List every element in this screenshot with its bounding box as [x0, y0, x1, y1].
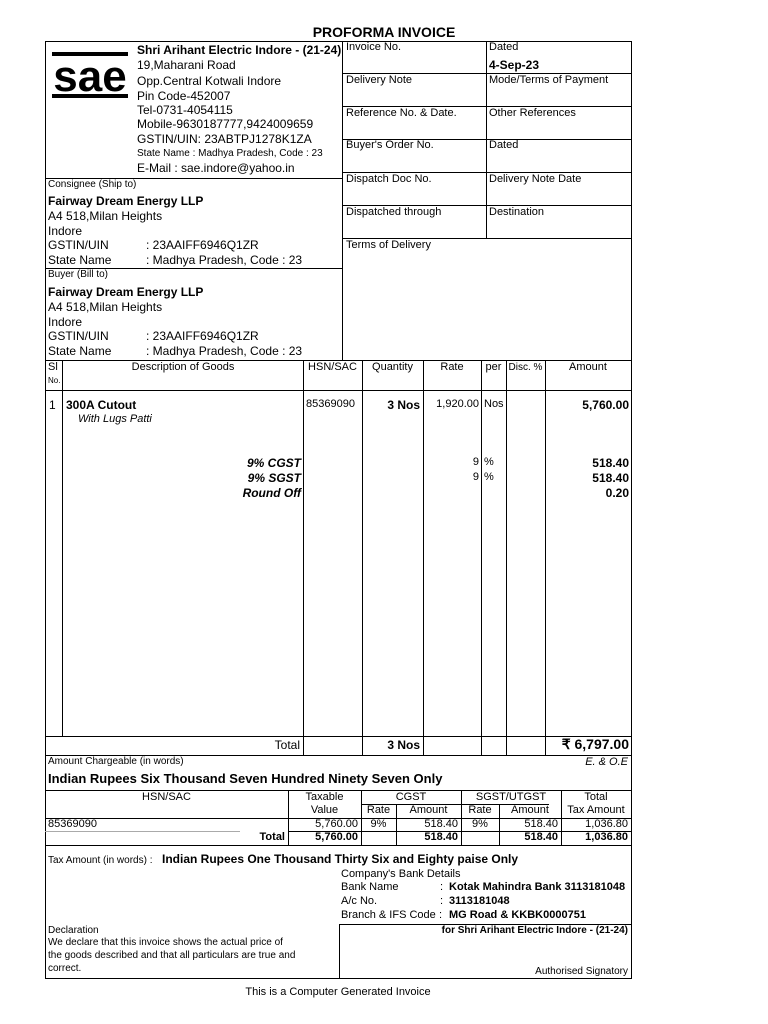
col-amount-header: Amount	[569, 361, 607, 373]
sae-logo-icon	[48, 46, 132, 104]
bank-heading: Company's Bank Details	[341, 868, 461, 880]
tax-table-taxable-header2: Value	[310, 804, 339, 816]
tax-table-bottom	[45, 845, 632, 846]
tax-words-label: Tax Amount (in words) :	[48, 855, 153, 866]
tax-row-sgst-rate: 9%	[472, 818, 488, 830]
mode-terms-label: Mode/Terms of Payment	[489, 74, 609, 86]
authorised-signatory: Authorised Signatory	[535, 966, 628, 977]
col-per-header: per	[485, 361, 502, 373]
delivery-note-date-label: Delivery Note Date	[489, 173, 582, 185]
seller-address2: Opp.Central Kotwali Indore	[137, 74, 282, 88]
item-sl: 1	[49, 398, 56, 412]
tax-table-cgst-rate-header: Rate	[366, 804, 391, 816]
declaration-line2: the goods described and that all particulars are true and	[48, 950, 296, 961]
items-total-line	[45, 736, 632, 737]
tax-cgst-per: %	[484, 456, 494, 468]
total-quantity: 3 Nos	[387, 738, 420, 752]
invoice-no-label: Invoice No.	[346, 41, 402, 53]
tax-table-total-header2: Tax Amount	[567, 804, 625, 816]
frame-top	[45, 41, 632, 42]
tax-total-total: 1,036.80	[585, 831, 628, 843]
item-description: 300A Cutout	[66, 398, 137, 412]
consignee-address2: Indore	[48, 224, 83, 238]
sae-logo	[48, 46, 132, 104]
buyer-state-label: State Name	[48, 344, 112, 358]
tax-total-label: Total	[259, 831, 285, 843]
amount-words-value: Indian Rupees Six Thousand Seven Hundred Ninety Seven Only	[48, 771, 443, 786]
item-rate: 1,920.00	[436, 398, 479, 410]
bank-name-label: Bank Name	[341, 881, 399, 893]
buyer-state-value: : Madhya Pradesh, Code : 23	[146, 344, 303, 358]
frame-left	[45, 41, 46, 979]
col-quantity-header: Quantity	[372, 361, 413, 373]
tax-table-sgst-rate-header: Rate	[468, 804, 492, 816]
bank-branch-colon: :	[439, 909, 443, 921]
tax-row-total: 1,036.80	[585, 818, 628, 830]
bank-ac-colon: :	[440, 895, 444, 907]
bank-branch-label: Branch & IFS Code	[341, 909, 436, 921]
col-line	[506, 360, 507, 755]
buyer-gstin-value: : 23AAIFF6946Q1ZR	[146, 329, 259, 343]
dispatched-through-label: Dispatched through	[346, 206, 442, 218]
tax-row-cgst-amount: 518.40	[424, 818, 458, 830]
seller-state: State Name : Madhya Pradesh, Code : 23	[137, 148, 323, 159]
destination-label: Destination	[489, 206, 545, 218]
tax-row-hsn: 85369090	[48, 818, 97, 830]
seller-name: Shri Arihant Electric Indore - (21-24)	[137, 43, 342, 57]
consignee-gstin-value: : 23AAIFF6946Q1ZR	[146, 238, 259, 252]
tax-sgst-rate: 9	[472, 471, 479, 483]
col-line	[423, 360, 424, 755]
tax-row-cgst-rate: 9%	[370, 818, 387, 830]
tax-cgst-label: 9% CGST	[246, 456, 301, 470]
tax-row-sgst-amount: 518.40	[524, 818, 558, 830]
seller-mobile: Mobile-9630187777,9424009659	[137, 117, 314, 131]
header-divider	[342, 41, 343, 361]
tax-words-value: Indian Rupees One Thousand Thirty Six and Eighty paise Only	[162, 852, 519, 866]
dispatch-doc-label: Dispatch Doc No.	[346, 173, 432, 185]
seller-tel: Tel-0731-4054115	[137, 103, 233, 117]
tax-table-total-header1: Total	[584, 791, 608, 803]
total-amount: ₹ 6,797.00	[561, 736, 629, 752]
buyer-name: Fairway Dream Energy LLP	[48, 285, 204, 299]
tax-table-cgst-amount-header: Amount	[409, 804, 448, 816]
tax-total-taxable: 5,760.00	[315, 831, 358, 843]
item-per: Nos	[484, 398, 504, 410]
col-no-header: No.	[48, 376, 61, 385]
col-sl-header: Sl	[48, 361, 58, 373]
reference-label: Reference No. & Date.	[346, 107, 457, 119]
tax-sgst-label: 9% SGST	[247, 471, 301, 485]
item-hsn: 85369090	[306, 398, 355, 410]
tax-cgst-rate: 9	[472, 456, 479, 468]
bank-branch-value: MG Road & KKBK0000751	[449, 909, 586, 921]
invoice-title: PROFORMA INVOICE	[312, 24, 456, 40]
buyer-heading: Buyer (Bill to)	[48, 269, 109, 280]
col-line	[303, 360, 304, 755]
item-amount: 5,760.00	[582, 398, 629, 412]
col-rate-header: Rate	[440, 361, 464, 373]
bank-name-value: Kotak Mahindra Bank 3113181048	[449, 881, 626, 893]
tax-total-sgst-amount: 518.40	[524, 831, 558, 843]
item-sub-description: With Lugs Patti	[78, 413, 152, 425]
buyer-gstin-label: GSTIN/UIN	[48, 329, 109, 343]
amount-words-label: Amount Chargeable (in words)	[48, 756, 184, 767]
seller-email: E-Mail : sae.indore@yahoo.in	[137, 161, 295, 175]
declaration-line1: We declare that this invoice shows the actual price of	[48, 937, 283, 948]
col-hsn-header: HSN/SAC	[308, 361, 357, 373]
total-label: Total	[274, 738, 300, 752]
frame-right	[631, 41, 632, 979]
delivery-note-label: Delivery Note	[346, 74, 413, 86]
seller-pin: Pin Code-452007	[137, 89, 231, 103]
signature-left-line	[339, 924, 340, 979]
declaration-line3: correct.	[48, 963, 82, 974]
consignee-state-value: : Madhya Pradesh, Code : 23	[146, 253, 303, 267]
footer-note: This is a Computer Generated Invoice	[245, 986, 431, 998]
signature-for-line: for Shri Arihant Electric Indore - (21-24)	[441, 925, 628, 936]
declaration-heading: Declaration	[48, 925, 99, 936]
eoe-label: E. & O.E	[585, 756, 628, 768]
tax-total-cgst-amount: 518.40	[424, 831, 458, 843]
col-line	[481, 360, 482, 755]
consignee-heading: Consignee (Ship to)	[48, 179, 137, 190]
tax-roundoff-label: Round Off	[242, 486, 301, 500]
bank-ac-value: 3113181048	[449, 895, 510, 907]
seller-gstin: GSTIN/UIN: 23ABTPJ1278K1ZA	[137, 132, 312, 146]
buyers-order-label: Buyer's Order No.	[346, 139, 434, 151]
col-line	[362, 360, 363, 755]
buyer-address2: Indore	[48, 315, 83, 329]
consignee-gstin-label: GSTIN/UIN	[48, 238, 109, 252]
tax-row-taxable: 5,760.00	[315, 818, 358, 830]
buyer-address1: A4 518,Milan Heights	[48, 300, 163, 314]
tax-table-sgst-amount-header: Amount	[511, 804, 549, 816]
col-line	[545, 360, 546, 755]
consignee-state-label: State Name	[48, 253, 112, 267]
bank-ac-label: A/c No.	[341, 895, 378, 907]
svg-text:sae: sae	[53, 52, 127, 101]
tax-roundoff-amount: 0.20	[605, 486, 629, 500]
dated-label: Dated	[489, 41, 519, 53]
terms-delivery-label: Terms of Delivery	[346, 239, 431, 251]
tax-table-hsn-header: HSN/SAC	[142, 791, 191, 803]
col-line	[62, 360, 63, 736]
items-header-line	[45, 390, 632, 391]
dated-value: 4-Sep-23	[489, 58, 540, 72]
item-quantity: 3 Nos	[387, 398, 420, 412]
bank-name-colon: :	[440, 881, 444, 893]
consignee-name: Fairway Dream Energy LLP	[48, 194, 204, 208]
tax-table-sgst-header: SGST/UTGST	[475, 791, 547, 803]
tax-table-taxable-header1: Taxable	[305, 791, 344, 803]
col-disc-header: Disc. %	[508, 362, 543, 373]
tax-sgst-per: %	[484, 471, 494, 483]
seller-address1: 19,Maharani Road	[137, 58, 236, 72]
tax-table-cgst-header: CGST	[395, 791, 427, 803]
consignee-address1: A4 518,Milan Heights	[48, 209, 163, 223]
meta-divider	[486, 41, 487, 239]
dated2-label: Dated	[489, 139, 519, 151]
tax-sgst-amount: 518.40	[592, 471, 629, 485]
tax-cgst-amount: 518.40	[592, 456, 629, 470]
other-references-label: Other References	[489, 107, 576, 119]
col-description-header: Description of Goods	[131, 361, 235, 373]
